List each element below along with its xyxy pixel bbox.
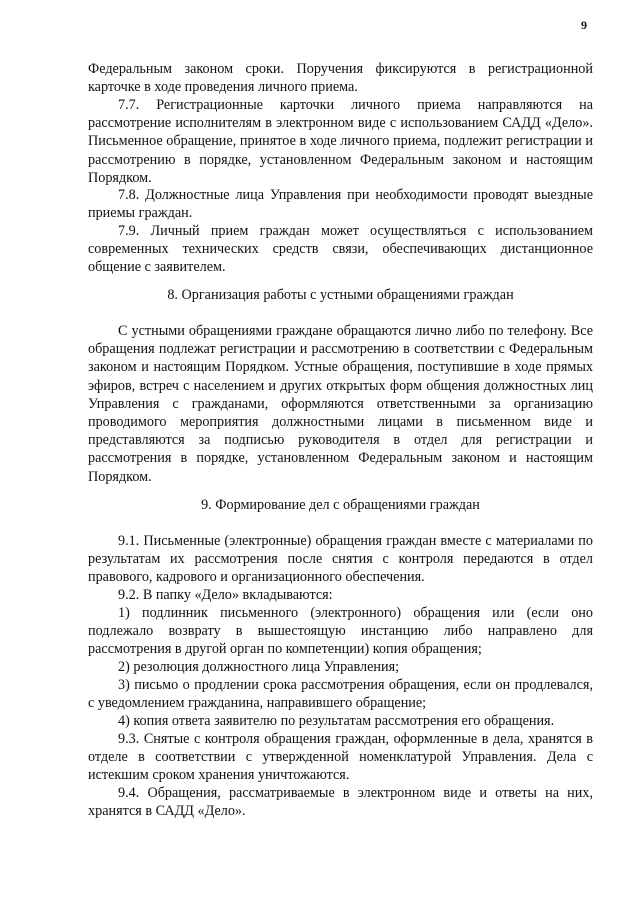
paragraph-7-6-end: Федеральным законом сроки. Поручения фиксируются в регистрационной карточке в ходе проведения личного приема. xyxy=(88,61,593,96)
paragraph-9-3: 9.3. Снятые с контроля обращения граждан, оформленные в дела, хранятся в отделе в соответствии с утвержденной номенклатурой Управления. Дела с истекшим сроком хранения уничтожаются. xyxy=(88,731,593,784)
paragraph-9-4: 9.4. Обращения, рассматриваемые в электронном виде и ответы на них, хранятся в САДД «Дело». xyxy=(88,785,593,820)
list-item-3: 3) письмо о продлении срока рассмотрения обращения, если он продлевался, с уведомлением гражданина, направившего обращение; xyxy=(88,677,593,712)
page-number: 9 xyxy=(581,18,587,32)
paragraph-7-8: 7.8. Должностные лица Управления при необходимости проводят выездные приемы граждан. xyxy=(88,187,593,222)
paragraph-8: С устными обращениями граждане обращаются лично либо по телефону. Все обращения подлежат регистрации и рассмотрению в соответствии с Федеральным законом и настоящим Порядком. Устные обращения, поступившие в ходе прямых эфиров, встреч с населением и других открытых форм общения должностных лиц Управления с гражданами, оформляются ответственными за организацию проводимого мероприятия должностными лицами в письменном виде и представляются за подписью руководителя в отдел для регистрации и рассмотрения в порядке, установленном Федеральным законом и настоящим Порядком. xyxy=(88,323,593,485)
list-item-1: 1) подлинник письменного (электронного) обращения или (если оно подлежало возврату в вышестоящую инстанцию либо направлено для рассмотрения в другой орган по компетенции) копия обращения; xyxy=(88,605,593,658)
paragraph-7-7: 7.7. Регистрационные карточки личного приема направляются на рассмотрение исполнителям в электронном виде с использованием САДД «Дело». Письменное обращение, принятое в ходе личного приема, подлежит регистрации и рассмотрению в порядке, установленном Федеральным законом и настоящим Порядком. xyxy=(88,97,593,186)
section-heading-8: 8. Организация работы с устными обращениями граждан xyxy=(167,287,514,303)
paragraph-9-2: 9.2. В папку «Дело» вкладываются: xyxy=(118,587,333,603)
section-heading-9: 9. Формирование дел с обращениями граждан xyxy=(201,497,480,513)
paragraph-9-1: 9.1. Письменные (электронные) обращения граждан вместе с материалами по результатам их рассмотрения после снятия с контроля передаются в отдел правового, кадрового и организационного обеспечения. xyxy=(88,533,593,586)
list-item-4: 4) копия ответа заявителю по результатам рассмотрения его обращения. xyxy=(118,713,555,729)
list-item-2: 2) резолюция должностного лица Управления; xyxy=(118,659,400,675)
paragraph-7-9: 7.9. Личный прием граждан может осуществляться с использованием современных технических средств связи, обеспечивающих дистанционное общение с заявителем. xyxy=(88,223,593,276)
